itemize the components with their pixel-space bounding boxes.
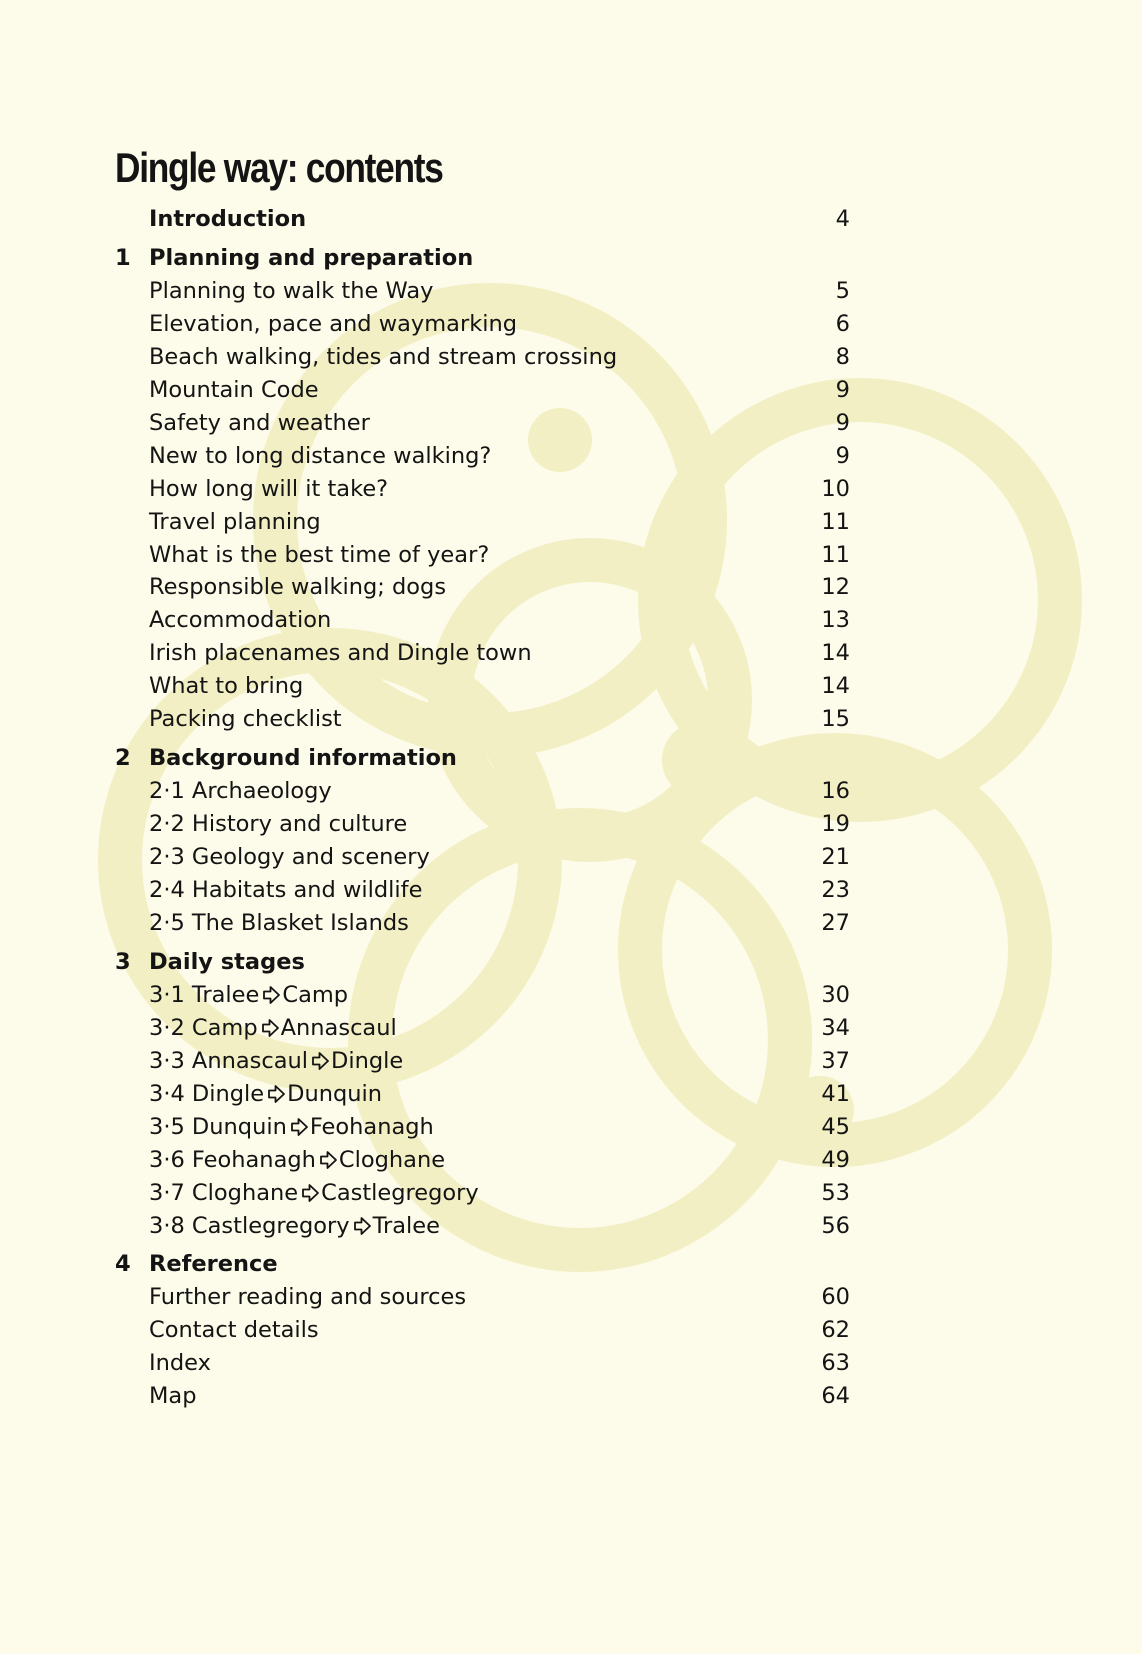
page-number: 11 <box>821 541 850 568</box>
page-number: 56 <box>821 1212 850 1239</box>
arrow-right-outline-icon <box>261 1018 280 1038</box>
stage-start: 3·3 Annascaul <box>149 1047 309 1074</box>
toc-entry[interactable] <box>0 637 1142 670</box>
toc-entry-label <box>149 979 348 1012</box>
toc-entry-label: New to long distance walking? <box>149 442 492 469</box>
toc-entry[interactable] <box>0 874 1142 907</box>
toc-entry[interactable] <box>0 1045 1142 1078</box>
page-number: 53 <box>821 1179 850 1206</box>
page-number: 9 <box>835 442 850 469</box>
page-number: 60 <box>821 1284 850 1311</box>
page-number: 9 <box>835 376 850 403</box>
page-number: 12 <box>821 574 850 601</box>
stage-start: 3·5 Dunquin <box>149 1113 287 1140</box>
toc-entry-label: Elevation, pace and waymarking <box>149 310 518 337</box>
arrow-right-outline-icon <box>301 1183 320 1203</box>
page-number: 30 <box>821 981 850 1008</box>
stage-start: 3·1 Tralee <box>149 981 260 1008</box>
toc-entry-label <box>149 1078 382 1111</box>
stage-end: Dingle <box>331 1047 404 1074</box>
toc-entry[interactable] <box>0 979 1142 1012</box>
toc-entry-label: How long will it take? <box>149 475 389 502</box>
section-number: 2 <box>115 745 131 772</box>
arrow-right-outline-icon <box>262 985 281 1005</box>
toc-entry[interactable] <box>0 203 1142 236</box>
toc-entry[interactable] <box>0 242 1142 275</box>
toc-entry[interactable] <box>0 1078 1142 1111</box>
toc-entry-label: Planning to walk the Way <box>149 277 434 304</box>
toc-entry[interactable] <box>0 440 1142 473</box>
toc-entry-label: Further reading and sources <box>149 1284 467 1311</box>
toc-entry-label: Daily stages <box>149 948 305 975</box>
page-number: 8 <box>835 343 850 370</box>
toc-entry[interactable] <box>0 670 1142 703</box>
arrow-right-outline-icon <box>319 1150 338 1170</box>
stage-start: 3·2 Camp <box>149 1014 258 1041</box>
page-number: 13 <box>821 607 850 634</box>
page-number: 15 <box>821 706 850 733</box>
toc-entry-label: Background information <box>149 745 457 772</box>
toc-entry[interactable] <box>0 341 1142 374</box>
toc-entry-label: 2·5 The Blasket Islands <box>149 909 409 936</box>
page-number: 34 <box>821 1014 850 1041</box>
toc-entry-label: Accommodation <box>149 607 332 634</box>
toc-entry-label: Beach walking, tides and stream crossing <box>149 343 618 370</box>
toc-entry-label <box>149 1144 445 1177</box>
stage-end: Feohanagh <box>309 1113 434 1140</box>
arrow-right-outline-icon <box>267 1084 286 1104</box>
toc-entry[interactable] <box>0 1314 1142 1347</box>
toc-entry[interactable] <box>0 308 1142 341</box>
toc-entry-label: What is the best time of year? <box>149 541 490 568</box>
toc-entry[interactable] <box>0 1248 1142 1281</box>
toc-entry[interactable] <box>0 571 1142 604</box>
toc-entry-label: Travel planning <box>149 508 321 535</box>
toc-entry-label: Reference <box>149 1251 278 1278</box>
toc-entry-label: Irish placenames and Dingle town <box>149 640 532 667</box>
toc-entry[interactable] <box>0 1347 1142 1380</box>
page-number: 10 <box>821 475 850 502</box>
toc-entry[interactable] <box>0 703 1142 736</box>
stage-end: Dunquin <box>287 1080 383 1107</box>
toc-entry[interactable] <box>0 946 1142 979</box>
stage-start: 3·6 Feohanagh <box>149 1146 316 1173</box>
section-number: 1 <box>115 244 131 271</box>
page-number: 14 <box>821 673 850 700</box>
stage-end: Camp <box>282 981 349 1008</box>
toc-entry[interactable] <box>0 604 1142 637</box>
toc-entry-label: Mountain Code <box>149 376 319 403</box>
stage-start: 3·7 Cloghane <box>149 1179 299 1206</box>
toc-entry-label: Packing checklist <box>149 706 342 733</box>
page-number: 63 <box>821 1350 850 1377</box>
toc-entry[interactable] <box>0 1012 1142 1045</box>
page-number: 4 <box>835 206 850 232</box>
toc-entry[interactable] <box>0 1111 1142 1144</box>
toc-entry[interactable] <box>0 1144 1142 1177</box>
toc-entry[interactable] <box>0 473 1142 506</box>
page-number: 45 <box>821 1113 850 1140</box>
toc-entry-label: 2·4 Habitats and wildlife <box>149 877 423 903</box>
toc-entry[interactable] <box>0 775 1142 808</box>
page-number: 9 <box>835 409 850 436</box>
stage-end: Annascaul <box>280 1014 397 1041</box>
stage-end: Castlegregory <box>321 1179 479 1206</box>
arrow-right-outline-icon <box>290 1117 309 1137</box>
toc-entry[interactable] <box>0 1281 1142 1314</box>
page-number: 21 <box>821 844 850 871</box>
section-number: 4 <box>115 1251 131 1278</box>
page-number: 6 <box>835 310 850 337</box>
toc-entry[interactable] <box>0 407 1142 440</box>
toc-entry[interactable] <box>0 742 1142 775</box>
toc-entry-label: What to bring <box>149 673 304 700</box>
toc-entry[interactable] <box>0 506 1142 539</box>
toc-entry[interactable] <box>0 1210 1142 1243</box>
toc-entry-label <box>149 1045 403 1078</box>
page-number: 11 <box>821 508 850 535</box>
toc-entry[interactable] <box>0 1177 1142 1210</box>
toc-entry-label: Responsible walking; dogs <box>149 574 447 601</box>
toc-entry[interactable] <box>0 907 1142 940</box>
toc-entry[interactable] <box>0 808 1142 841</box>
page-number: 27 <box>821 909 850 936</box>
toc-entry[interactable] <box>0 275 1142 308</box>
page-number: 16 <box>821 778 850 805</box>
toc-entry-label: 2·2 History and culture <box>149 811 408 838</box>
stage-end: Cloghane <box>338 1146 446 1173</box>
toc-entry-label <box>149 1210 440 1243</box>
toc-entry-label: Index <box>149 1350 211 1377</box>
page-title: Dingle way: contents <box>115 144 443 191</box>
page-number: 19 <box>821 811 850 838</box>
toc-entry[interactable] <box>0 841 1142 874</box>
toc-entry-label <box>149 1111 434 1144</box>
toc-entry-label: Planning and preparation <box>149 244 474 271</box>
page-number: 64 <box>821 1383 850 1410</box>
toc-entry-label: Map <box>149 1383 197 1410</box>
toc-entry-label: Introduction <box>149 206 307 232</box>
toc-entry-label <box>149 1012 397 1045</box>
page-number: 49 <box>821 1146 850 1173</box>
page-number: 41 <box>821 1080 850 1107</box>
stage-end: Tralee <box>372 1212 440 1239</box>
toc-entry[interactable] <box>0 1380 1142 1413</box>
stage-start: 3·4 Dingle <box>149 1080 265 1107</box>
page-number: 37 <box>821 1047 850 1074</box>
arrow-right-outline-icon <box>311 1051 330 1071</box>
page-number: 23 <box>821 877 850 903</box>
toc-entry-label: 2·3 Geology and scenery <box>149 844 430 871</box>
page-number: 62 <box>821 1317 850 1344</box>
toc-entry[interactable] <box>0 374 1142 407</box>
toc-entry-label: 2·1 Archaeology <box>149 778 332 805</box>
arrow-right-outline-icon <box>353 1216 372 1236</box>
toc-entry-label: Contact details <box>149 1317 319 1344</box>
toc-entry-label: Safety and weather <box>149 409 370 436</box>
stage-start: 3·8 Castlegregory <box>149 1212 350 1239</box>
section-number: 3 <box>115 948 131 975</box>
toc-entry-label <box>149 1177 479 1210</box>
toc-entry[interactable] <box>0 539 1142 572</box>
page-number: 5 <box>835 277 850 304</box>
page-number: 14 <box>821 640 850 667</box>
